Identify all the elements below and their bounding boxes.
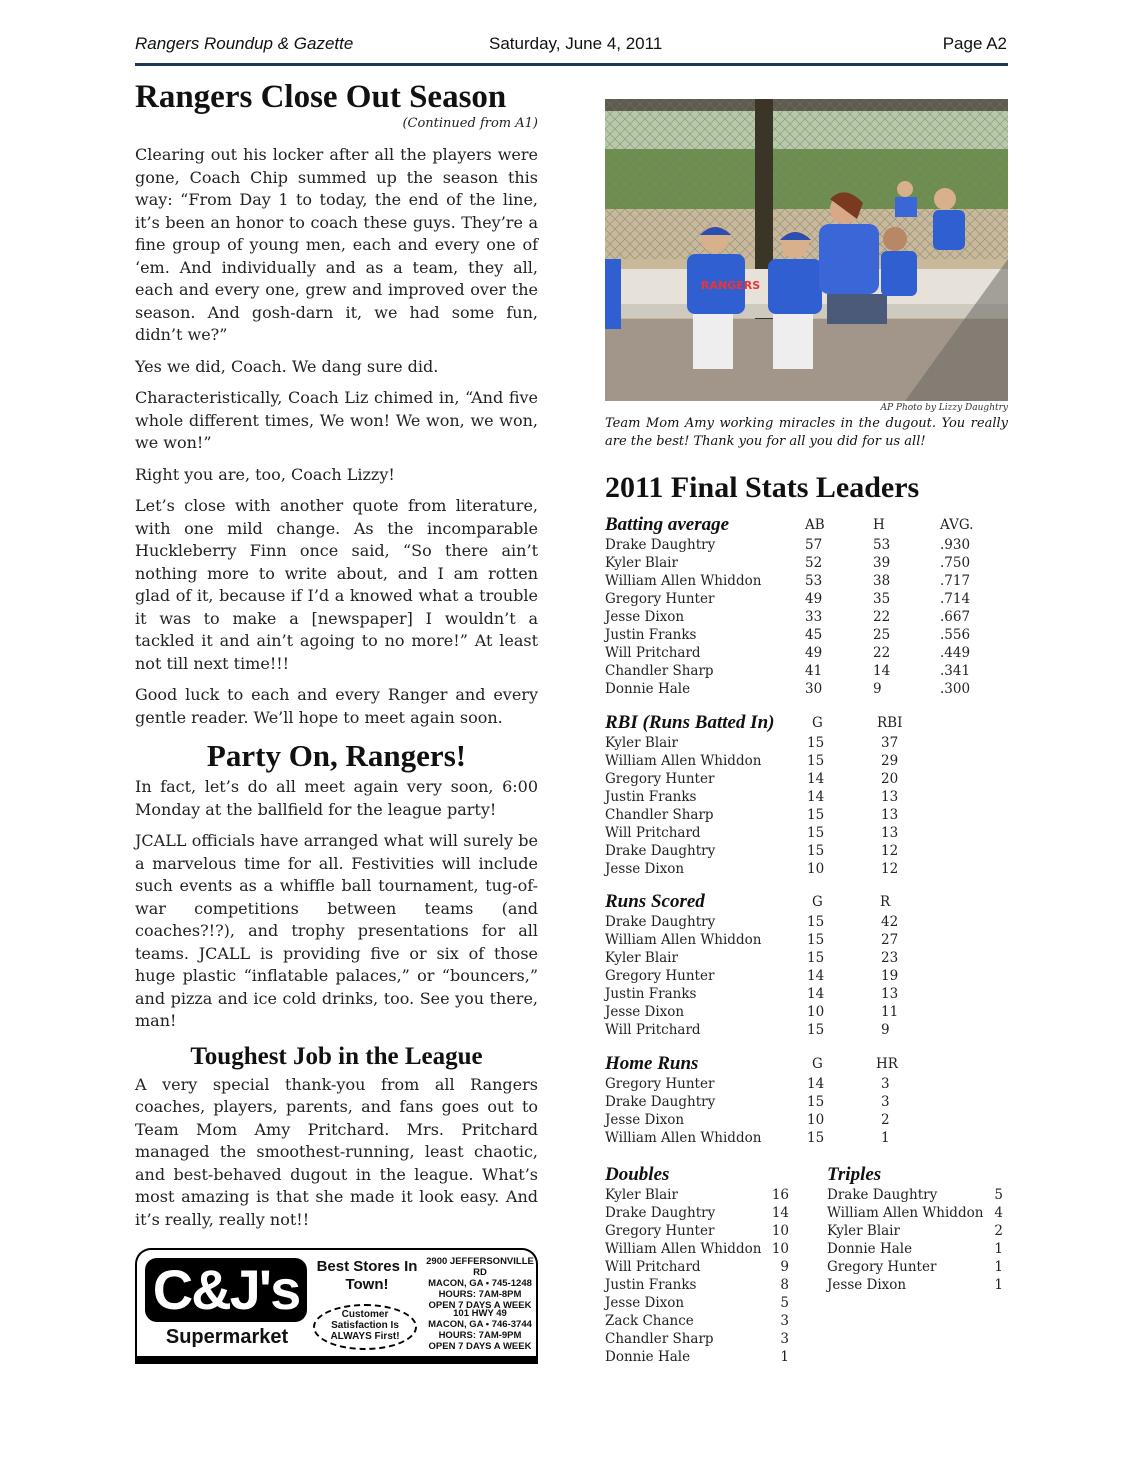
stat-value: .750 bbox=[940, 555, 971, 571]
player-name: William Allen Whiddon bbox=[605, 932, 762, 948]
table-row bbox=[605, 1129, 1008, 1147]
dugout-photo-illustration bbox=[605, 99, 1008, 401]
table-header bbox=[605, 712, 1008, 734]
player-name: Kyler Blair bbox=[827, 1223, 900, 1239]
article-paragraph: Yes we did, Coach. We dang sure did. bbox=[135, 356, 439, 376]
table-header bbox=[605, 1053, 1008, 1075]
runs-scored-table bbox=[605, 891, 1008, 1039]
stat-value: 57 bbox=[805, 537, 823, 553]
table-row bbox=[827, 1204, 1007, 1222]
stat-value: 13 bbox=[881, 825, 899, 841]
article-title: Party On, Rangers! bbox=[206, 738, 467, 773]
stat-value: 22 bbox=[873, 645, 891, 661]
stat-value: 25 bbox=[873, 627, 891, 643]
stat-value: 49 bbox=[805, 591, 823, 607]
supermarket-ad bbox=[135, 1248, 538, 1364]
table-row bbox=[605, 1330, 795, 1348]
table-row bbox=[605, 554, 1008, 572]
stat-value: 14 bbox=[873, 663, 891, 679]
player-name: Chandler Sharp bbox=[605, 1331, 714, 1347]
left-column bbox=[135, 78, 538, 1240]
page-header bbox=[135, 32, 1007, 58]
player-name: William Allen Whiddon bbox=[605, 1241, 762, 1257]
player-name: Kyler Blair bbox=[605, 1187, 678, 1203]
player-name: Drake Daughtry bbox=[605, 843, 716, 859]
player-name: Jesse Dixon bbox=[605, 861, 685, 877]
player-name: Justin Franks bbox=[605, 789, 697, 805]
table-row bbox=[605, 1093, 1008, 1111]
article-title: Toughest Job in the League bbox=[190, 1042, 483, 1070]
table-row bbox=[605, 913, 1008, 931]
ad-satisfaction-badge bbox=[313, 1304, 417, 1350]
table-row bbox=[605, 1222, 795, 1240]
stat-value: 3 bbox=[881, 1094, 890, 1110]
stat-value: 15 bbox=[807, 1094, 825, 1110]
stat-value: 1 bbox=[780, 1349, 789, 1365]
table-row bbox=[605, 1276, 795, 1294]
table-row bbox=[827, 1258, 1007, 1276]
column-header: G bbox=[812, 1056, 823, 1072]
stat-value: 37 bbox=[881, 735, 899, 751]
player-name: Justin Franks bbox=[605, 627, 697, 643]
table-row bbox=[605, 1204, 795, 1222]
photo-credit: AP Photo by Lizzy Daughtry bbox=[880, 403, 1008, 413]
table-row bbox=[605, 949, 1008, 967]
table-row bbox=[605, 1111, 1008, 1129]
table-row bbox=[605, 1003, 1008, 1021]
stat-value: 4 bbox=[994, 1205, 1003, 1221]
stat-value: 15 bbox=[807, 735, 825, 751]
section-title: RBI (Runs Batted In) bbox=[605, 712, 775, 733]
table-body bbox=[605, 1075, 1008, 1147]
player-name: Jesse Dixon bbox=[605, 1295, 685, 1311]
stat-value: 49 bbox=[805, 645, 823, 661]
table-row bbox=[605, 931, 1008, 949]
stat-value: .556 bbox=[940, 627, 971, 643]
stat-value: 14 bbox=[771, 1205, 789, 1221]
stat-value: 2 bbox=[994, 1223, 1003, 1239]
player-name: Drake Daughtry bbox=[605, 537, 716, 553]
table-row bbox=[827, 1240, 1007, 1258]
stat-value: 5 bbox=[780, 1295, 789, 1311]
player-name: Will Pritchard bbox=[605, 1022, 701, 1038]
article-paragraph: Clearing out his locker after all the players were gone, Coach Chip summed up the season this way: “From Day 1 to today, the end of the line, it’s been an honor to coach these guys. They’re a fine group of young men, each and every one of ‘em. And individually and as a team, they all, each and every one, grew and improved over the season. And gosh-darn it, we had some fun, didn’t we?” bbox=[135, 145, 538, 344]
player-name: Donnie Hale bbox=[605, 1349, 691, 1365]
stat-value: 3 bbox=[780, 1313, 789, 1329]
table-row bbox=[605, 860, 1008, 878]
table-row bbox=[605, 967, 1008, 985]
triples-table bbox=[827, 1164, 1007, 1294]
table-row bbox=[605, 1186, 795, 1204]
stat-value: 3 bbox=[780, 1331, 789, 1347]
table-row bbox=[605, 788, 1008, 806]
stat-value: 15 bbox=[807, 825, 825, 841]
table-row bbox=[605, 734, 1008, 752]
article-title: Rangers Close Out Season bbox=[135, 79, 507, 115]
stat-value: 15 bbox=[807, 1130, 825, 1146]
table-row bbox=[605, 770, 1008, 788]
stat-value: .714 bbox=[940, 591, 971, 607]
stat-value: 19 bbox=[881, 968, 899, 984]
player-name: Zack Chance bbox=[605, 1313, 694, 1329]
player-name: Donnie Hale bbox=[605, 681, 691, 697]
table-row bbox=[827, 1222, 1007, 1240]
player-name: Kyler Blair bbox=[605, 735, 678, 751]
stat-value: 15 bbox=[807, 914, 825, 930]
stat-value: 38 bbox=[873, 573, 891, 589]
player-name: Drake Daughtry bbox=[827, 1187, 938, 1203]
table-body bbox=[605, 913, 1008, 1039]
ad-address-line: HOURS: 7AM-9PM bbox=[438, 1330, 522, 1341]
player-name: Jesse Dixon bbox=[605, 1004, 685, 1020]
stat-value: 2 bbox=[881, 1112, 890, 1128]
table-row bbox=[605, 1348, 795, 1366]
stat-value: 9 bbox=[780, 1259, 789, 1275]
ad-badge-text: Customer Satisfaction Is ALWAYS First! bbox=[330, 1309, 400, 1342]
stat-value: 12 bbox=[881, 861, 899, 877]
dugout-photo bbox=[605, 99, 1008, 401]
home-runs-table bbox=[605, 1053, 1008, 1147]
stat-value: 1 bbox=[994, 1241, 1003, 1257]
player-name: Justin Franks bbox=[605, 986, 697, 1002]
stat-value: 42 bbox=[881, 914, 899, 930]
table-row bbox=[605, 806, 1008, 824]
table-row bbox=[605, 752, 1008, 770]
player-name: William Allen Whiddon bbox=[827, 1205, 984, 1221]
table-row bbox=[605, 1021, 1008, 1039]
table-header bbox=[827, 1164, 1007, 1186]
ad-logo: C&J's bbox=[145, 1258, 307, 1322]
table-row bbox=[605, 1258, 795, 1276]
ad-address-line: MACON, GA • 746-3744 bbox=[428, 1319, 532, 1330]
stat-value: 16 bbox=[771, 1187, 789, 1203]
stat-value: 30 bbox=[805, 681, 823, 697]
table-row bbox=[605, 680, 1008, 698]
stat-value: 53 bbox=[805, 573, 823, 589]
stat-value: 11 bbox=[881, 1004, 899, 1020]
ad-address-line: OPEN 7 DAYS A WEEK bbox=[428, 1300, 532, 1311]
stat-value: 14 bbox=[807, 968, 825, 984]
stat-value: 9 bbox=[881, 1022, 890, 1038]
stat-value: 15 bbox=[807, 843, 825, 859]
table-row bbox=[605, 662, 1008, 680]
column-header: RBI bbox=[877, 715, 903, 731]
table-body bbox=[605, 734, 1008, 878]
stat-value: .449 bbox=[940, 645, 971, 661]
issue-date: Saturday, June 4, 2011 bbox=[489, 34, 663, 53]
stat-value: 10 bbox=[807, 1112, 825, 1128]
table-row bbox=[605, 824, 1008, 842]
stat-value: 45 bbox=[805, 627, 823, 643]
stat-value: 1 bbox=[994, 1259, 1003, 1275]
stat-value: 29 bbox=[881, 753, 899, 769]
ad-address-line: MACON, GA • 745-1248 bbox=[428, 1278, 532, 1289]
column-header: G bbox=[812, 894, 823, 910]
player-name: Justin Franks bbox=[605, 1277, 697, 1293]
stats-title: 2011 Final Stats Leaders bbox=[605, 471, 920, 504]
stat-value: .341 bbox=[940, 663, 971, 679]
stat-value: 10 bbox=[771, 1223, 789, 1239]
photo-caption: Team Mom Amy working miracles in the dugout. You really are the best! Thank you for all you did for us all! bbox=[605, 416, 1008, 449]
stat-value: 41 bbox=[805, 663, 823, 679]
ad-bottom-bar bbox=[137, 1356, 536, 1364]
ad-logo-subtitle: Supermarket bbox=[165, 1326, 289, 1348]
player-name: Will Pritchard bbox=[605, 1259, 701, 1275]
table-body bbox=[605, 1186, 795, 1366]
ad-address-line: 101 HWY 49 bbox=[453, 1308, 507, 1319]
table-body bbox=[827, 1186, 1007, 1294]
batting-average-table bbox=[605, 514, 1008, 698]
stat-value: 35 bbox=[873, 591, 891, 607]
player-name: Gregory Hunter bbox=[605, 1076, 715, 1092]
stat-value: 9 bbox=[873, 681, 882, 697]
table-header bbox=[605, 514, 1008, 536]
player-name: Jesse Dixon bbox=[605, 1112, 685, 1128]
table-row bbox=[605, 572, 1008, 590]
column-header: AVG. bbox=[940, 517, 974, 533]
ad-address-line: OPEN 7 DAYS A WEEK bbox=[428, 1341, 532, 1352]
stat-value: 52 bbox=[805, 555, 823, 571]
table-header bbox=[605, 1164, 795, 1186]
player-name: Chandler Sharp bbox=[605, 663, 714, 679]
stat-value: .717 bbox=[940, 573, 971, 589]
section-title: Doubles bbox=[605, 1164, 670, 1185]
player-name: Jesse Dixon bbox=[827, 1277, 907, 1293]
ad-tagline: Best Stores In Town! bbox=[316, 1258, 418, 1293]
stat-value: 23 bbox=[881, 950, 899, 966]
stat-value: .930 bbox=[940, 537, 971, 553]
stat-value: 15 bbox=[807, 1022, 825, 1038]
ad-store-address bbox=[425, 1256, 535, 1311]
continued-note: (Continued from A1) bbox=[402, 116, 538, 131]
stat-value: 1 bbox=[994, 1277, 1003, 1293]
ad-store-address bbox=[425, 1308, 535, 1352]
player-name: William Allen Whiddon bbox=[605, 573, 762, 589]
ad-address-line: HOURS: 7AM-8PM bbox=[438, 1289, 522, 1300]
player-name: Drake Daughtry bbox=[605, 1094, 716, 1110]
player-name: Gregory Hunter bbox=[605, 771, 715, 787]
stat-value: 53 bbox=[873, 537, 891, 553]
table-row bbox=[827, 1276, 1007, 1294]
stat-value: .667 bbox=[940, 609, 971, 625]
jersey-lettering: RANGERS bbox=[701, 279, 761, 292]
table-row bbox=[605, 536, 1008, 554]
column-header: AB bbox=[805, 517, 825, 533]
stat-value: 8 bbox=[780, 1277, 789, 1293]
player-name: Kyler Blair bbox=[605, 950, 678, 966]
article-paragraph: Right you are, too, Coach Lizzy! bbox=[135, 464, 395, 484]
player-name: Drake Daughtry bbox=[605, 1205, 716, 1221]
article-paragraph: A very special thank-you from all Rangers coaches, players, parents, and fans goes out to Team Mom Amy Pritchard. Mrs. Pritchard managed the smoothest-running, least chaotic, and best-behaved dugout in the league. What’s most amazing is that she made it look easy. And it’s really, really not!! bbox=[135, 1074, 538, 1229]
table-row bbox=[605, 1294, 795, 1312]
table-header bbox=[605, 891, 1008, 913]
ad-address-line: 2900 JEFFERSONVILLE RD bbox=[426, 1256, 534, 1278]
stat-value: 27 bbox=[881, 932, 899, 948]
table-row bbox=[605, 608, 1008, 626]
stat-value: 15 bbox=[807, 932, 825, 948]
table-row bbox=[605, 1075, 1008, 1093]
stat-value: 10 bbox=[807, 1004, 825, 1020]
player-name: Chandler Sharp bbox=[605, 807, 714, 823]
table-row bbox=[605, 626, 1008, 644]
table-row bbox=[605, 1312, 795, 1330]
player-name: Will Pritchard bbox=[605, 825, 701, 841]
stat-value: 15 bbox=[807, 807, 825, 823]
stat-value: 1 bbox=[881, 1130, 890, 1146]
table-body bbox=[605, 536, 1008, 698]
table-row bbox=[605, 590, 1008, 608]
stat-value: 39 bbox=[873, 555, 891, 571]
stat-value: 22 bbox=[873, 609, 891, 625]
player-name: Gregory Hunter bbox=[605, 591, 715, 607]
section-title: Home Runs bbox=[605, 1053, 699, 1074]
table-row bbox=[605, 985, 1008, 1003]
article-paragraph: JCALL officials have arranged what will surely be a marvelous time for all. Festivities will include such events as a whiffle ball tournament, tug-of-war competitions between teams (and coaches?!?), and trophy presentations for all teams. JCALL is providing five or six of those huge plastic “inflatable palaces,” or “bouncers,” and pizza and ice cold drinks, too. See you there, man! bbox=[135, 831, 538, 1030]
article-paragraph: In fact, let’s do all meet again very soon, 6:00 Monday at the ballfield for the league party! bbox=[135, 777, 538, 819]
section-title: Triples bbox=[827, 1164, 882, 1185]
stat-value: 5 bbox=[994, 1187, 1003, 1203]
stat-value: 12 bbox=[881, 843, 899, 859]
player-name: Donnie Hale bbox=[827, 1241, 913, 1257]
stat-value: 14 bbox=[807, 1076, 825, 1092]
stat-value: 14 bbox=[807, 789, 825, 805]
page-number: Page A2 bbox=[942, 34, 1007, 53]
column-header: HR bbox=[876, 1056, 898, 1072]
stat-value: 10 bbox=[771, 1241, 789, 1257]
stat-value: .300 bbox=[940, 681, 971, 697]
player-name: Kyler Blair bbox=[605, 555, 678, 571]
stat-value: 14 bbox=[807, 771, 825, 787]
stat-value: 3 bbox=[881, 1076, 890, 1092]
player-name: Jesse Dixon bbox=[605, 609, 685, 625]
player-name: Gregory Hunter bbox=[827, 1259, 937, 1275]
stat-value: 15 bbox=[807, 753, 825, 769]
player-name: Gregory Hunter bbox=[605, 968, 715, 984]
table-row bbox=[605, 644, 1008, 662]
stat-value: 15 bbox=[807, 950, 825, 966]
section-title: Batting average bbox=[605, 514, 730, 535]
newspaper-name: Rangers Roundup & Gazette bbox=[135, 34, 354, 53]
stat-value: 13 bbox=[881, 986, 899, 1002]
player-name: Will Pritchard bbox=[605, 645, 701, 661]
table-row bbox=[605, 842, 1008, 860]
column-header: G bbox=[812, 715, 823, 731]
stat-value: 33 bbox=[805, 609, 823, 625]
table-row bbox=[605, 1240, 795, 1258]
table-row bbox=[827, 1186, 1007, 1204]
player-name: Drake Daughtry bbox=[605, 914, 716, 930]
section-title: Runs Scored bbox=[605, 891, 705, 912]
stat-value: 13 bbox=[881, 807, 899, 823]
column-header: H bbox=[873, 517, 885, 533]
header-rule bbox=[135, 63, 1008, 66]
doubles-table bbox=[605, 1164, 795, 1366]
stat-value: 14 bbox=[807, 986, 825, 1002]
player-name: Gregory Hunter bbox=[605, 1223, 715, 1239]
article-paragraph: Characteristically, Coach Liz chimed in, “And five whole different times, We won! We won, we won, we won!” bbox=[135, 388, 538, 452]
stat-value: 10 bbox=[807, 861, 825, 877]
article-paragraph: Let’s close with another quote from literature, with one mild change. As the incomparable Huckleberry Finn once said, “So there ain’t nothing more to write about, and I am rotten glad of it, because if I’d a knowed what a trouble it was to make a [newspaper] I wouldn’t a tackled it and ain’t agoing to no more!” At least not till next time!!! bbox=[135, 496, 538, 673]
stat-value: 20 bbox=[881, 771, 899, 787]
player-name: William Allen Whiddon bbox=[605, 753, 762, 769]
column-header: R bbox=[880, 894, 891, 910]
stat-value: 13 bbox=[881, 789, 899, 805]
player-name: William Allen Whiddon bbox=[605, 1130, 762, 1146]
rbi-table bbox=[605, 712, 1008, 878]
article-paragraph: Good luck to each and every Ranger and every gentle reader. We’ll hope to meet again soon. bbox=[135, 685, 538, 727]
